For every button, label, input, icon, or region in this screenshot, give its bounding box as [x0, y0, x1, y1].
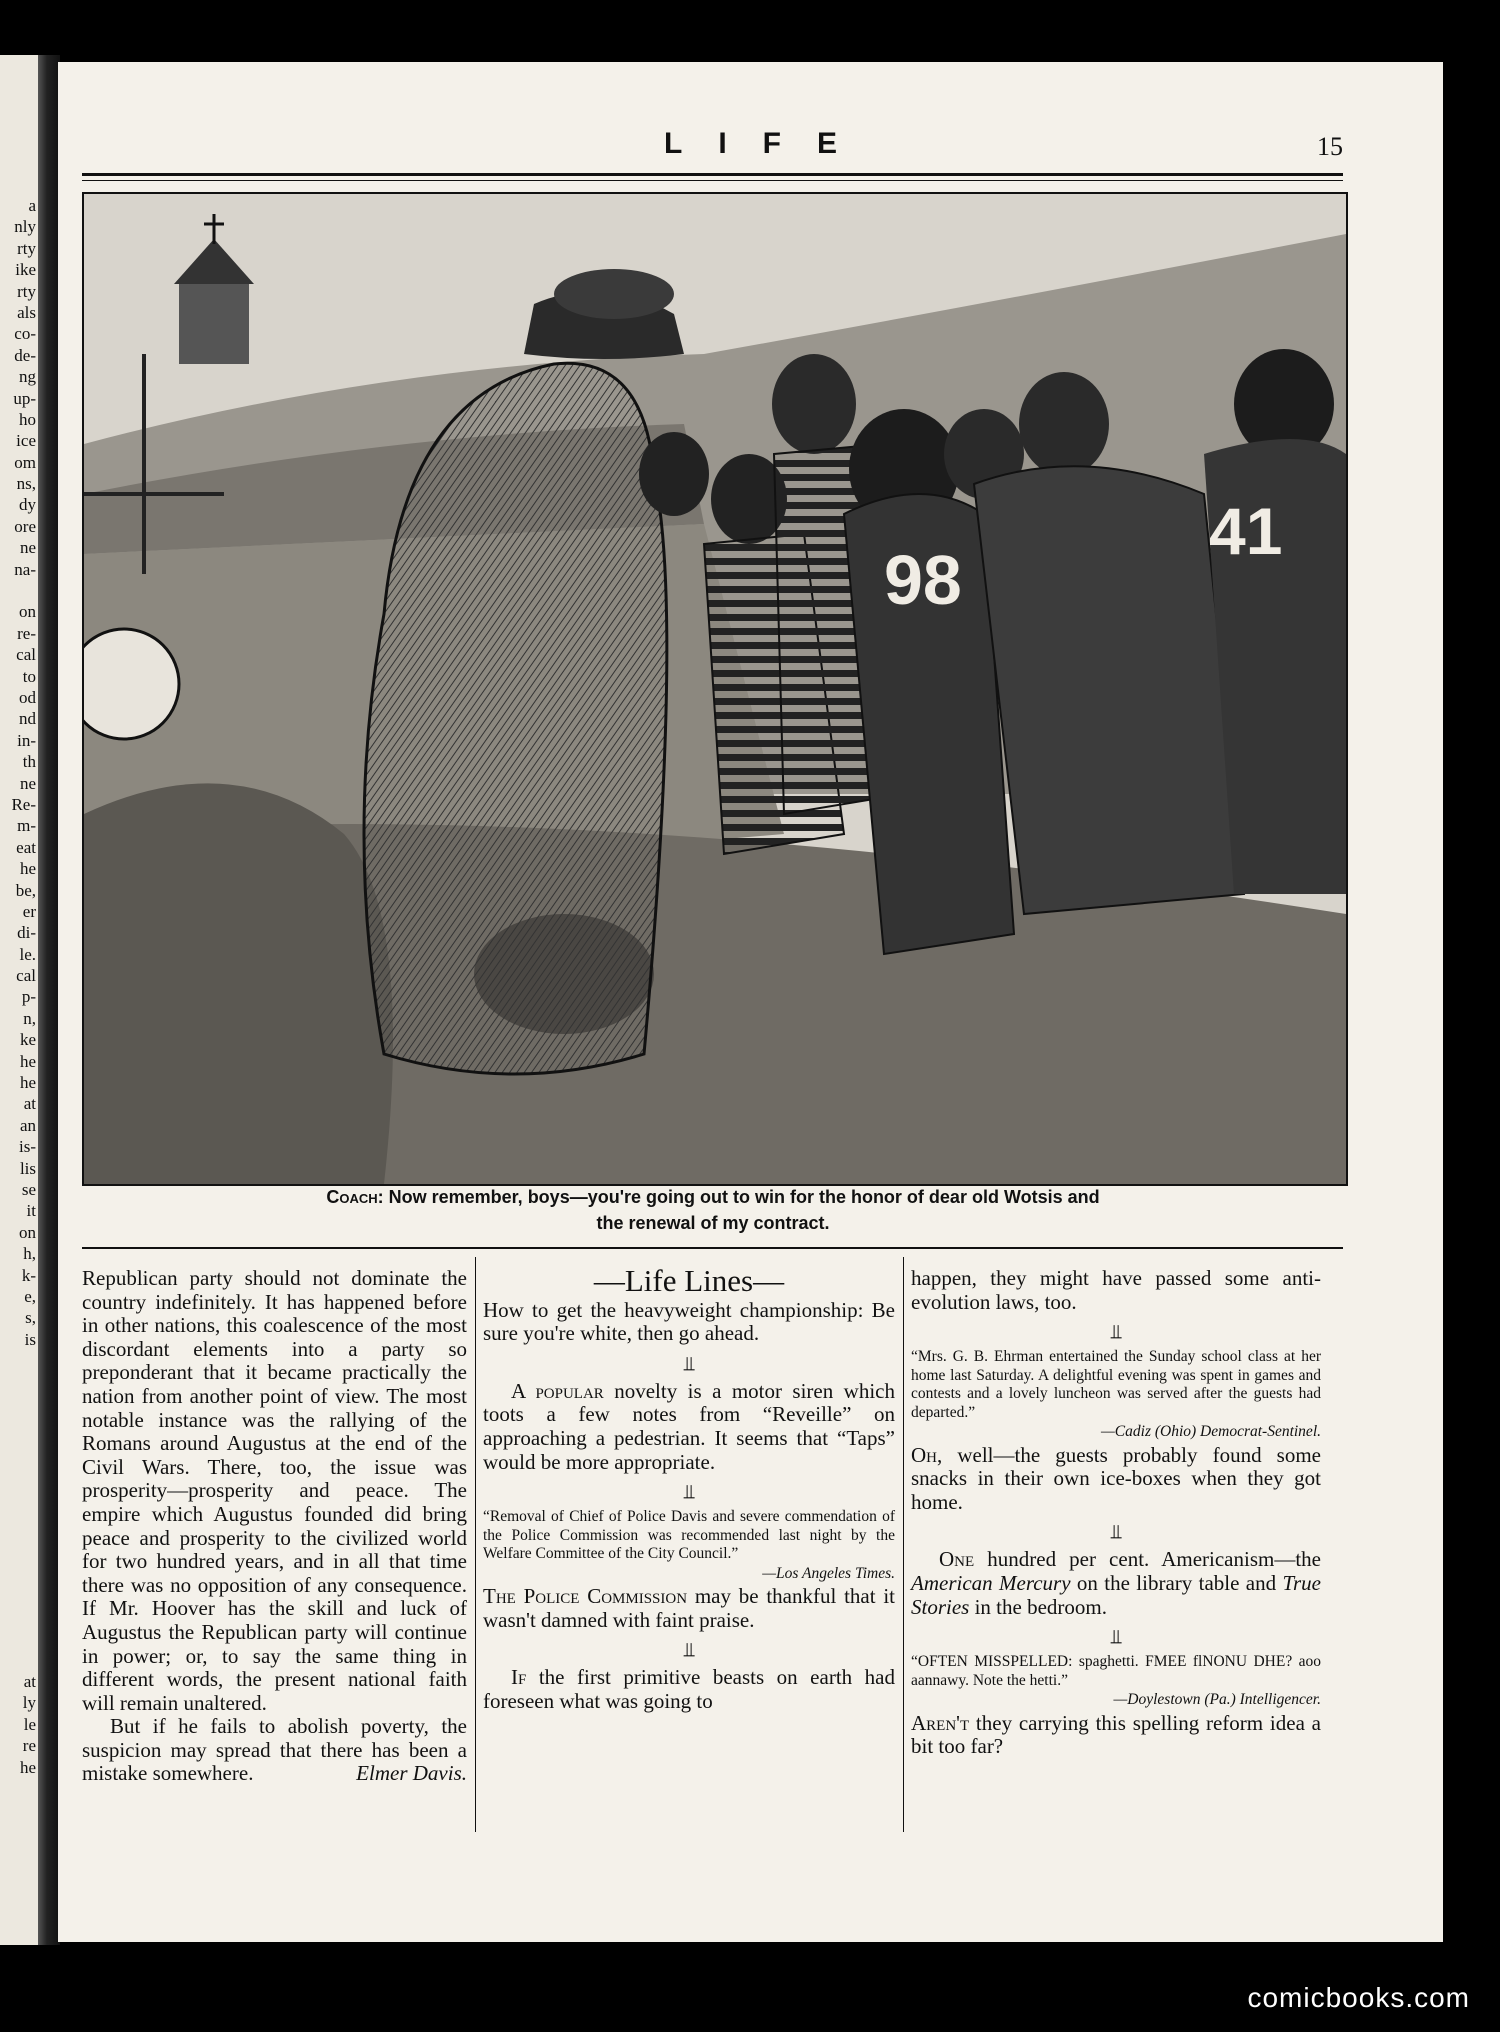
- facing-page-fragment: k-: [21, 1265, 36, 1285]
- facing-page-fragment: [0, 1521, 38, 1542]
- facing-page-fragment: dy: [19, 495, 36, 515]
- site-watermark: comicbooks.com: [1247, 1982, 1470, 2013]
- item-6-text-c: on the library table and: [1070, 1571, 1283, 1596]
- facing-page-fragment: n,: [23, 1008, 36, 1028]
- item-6-magazine-title-2: True Stories: [911, 1571, 1321, 1619]
- item-5-text: well—the guests probably found some snacks in their own ice-boxes when they got home.: [911, 1442, 1321, 1514]
- facing-page-fragment: re: [22, 1736, 36, 1756]
- dingbat-separator: ⫫: [683, 1350, 695, 1375]
- facing-page-fragment: [0, 1414, 38, 1435]
- column-separator-2: [903, 1257, 904, 1832]
- facing-page-fragment: [0, 1371, 38, 1392]
- facing-page-fragment: Re-: [11, 794, 36, 814]
- item-7-lead: Aren't: [911, 1710, 970, 1735]
- quoted-clipping-1: [483, 1508, 895, 1583]
- caption-line-1: : Now remember, boys—you're going out to win for the honor of dear old Wotsis and: [377, 1187, 1100, 1207]
- facing-page-fragment: ore: [14, 516, 36, 536]
- header-rule-thin: [82, 180, 1343, 181]
- facing-page-fragment: als: [17, 302, 36, 322]
- masthead: LIFE: [664, 127, 873, 160]
- life-line-item-4: [483, 1666, 895, 1713]
- facing-page-fragment: [0, 1436, 38, 1457]
- facing-page-fragment: ke: [19, 1030, 36, 1050]
- quoted-clipping-2: [911, 1348, 1321, 1442]
- facing-page-fragment: er: [22, 901, 36, 921]
- facing-page-fragment: om: [14, 452, 36, 472]
- facing-page-fragment: it: [26, 1201, 36, 1221]
- facing-page-fragment: [0, 1500, 38, 1521]
- facing-page-fragment: up-: [13, 388, 36, 408]
- quote-3-text: “OFTEN MISSPELLED: spaghetti. FMEE flNONU DHE? aoo aannawy. Note the hetti.”: [911, 1653, 1321, 1689]
- life-line-item-2: [483, 1380, 895, 1474]
- life-line-item-4-continued: happen, they might have passed some anti-evolution laws, too.: [911, 1266, 1321, 1314]
- facing-page-fragment: [0, 580, 38, 601]
- facing-page-fragment: [0, 1478, 38, 1499]
- quote-1-text: “Removal of Chief of Police Davis and severe commendation of the Police Commission was recommended last night by the Welfare Committee of the City Council.”: [483, 1508, 895, 1563]
- facing-page-fragment: ne: [19, 773, 36, 793]
- facing-page-fragment: an: [19, 1115, 36, 1135]
- life-line-item-6: [911, 1548, 1321, 1619]
- item-6-text-a: hundred per cent. Americanism—the: [974, 1547, 1321, 1572]
- item-4-lead: If: [511, 1665, 527, 1690]
- quote-2-text: “Mrs. G. B. Ehrman entertained the Sunday school class at her home last Saturday. A delightful evening was spent in games and contests and a lovely luncheon was served after the guests had departed.”: [911, 1348, 1321, 1421]
- facing-page-edge: [0, 55, 38, 1945]
- item-3-text: may be thankful that it wasn't damned with faint praise.: [483, 1584, 895, 1632]
- facing-page-fragment: rty: [17, 281, 36, 301]
- facing-page-fragment: co-: [14, 324, 36, 344]
- facing-page-fragment: on: [19, 602, 36, 622]
- facing-page-fragment: ho: [19, 409, 36, 429]
- facing-page-fragment: th: [22, 752, 36, 772]
- facing-page-fragment: [0, 1543, 38, 1564]
- facing-page-fragment: ly: [22, 1693, 36, 1713]
- essay-paragraph-1: Republican party should not dominate the country indefinitely. It has happened before in other nations, this coalescence of the most discordant elements into a party so preponderant that it became practically the nation from another point of view. The most notable instance was the rallying of the Romans around Augustus at the end of the Civil Wars. There, too, the issue was prosperity—prosperity and peace. The empire which Augustus founded did bring peace and prosperity to the civilized world for two hundred years, and in all that time there was no opposition of any consequence. If Mr. Hoover has the skill and luck of Augustus the Republican party will continue in power; or, to say the same thing in different words, the present national faith will remain unaltered.: [82, 1266, 467, 1715]
- facing-page-fragment: in-: [17, 730, 36, 750]
- caption-speaker: Coach: [326, 1187, 378, 1207]
- caption-line-2: the renewal of my contract.: [596, 1213, 830, 1233]
- facing-page-text-fragments: [0, 195, 38, 1778]
- facing-page-fragment: nd: [19, 709, 36, 729]
- facing-page-fragment: on: [19, 1222, 36, 1242]
- dingbat-separator: ⫫: [1110, 1319, 1122, 1344]
- item-6-lead: One: [939, 1547, 975, 1572]
- facing-page-fragment: ice: [16, 431, 36, 451]
- column-3: [911, 1267, 1321, 1759]
- item-5-lead: Oh,: [911, 1442, 943, 1467]
- facing-page-fragment: is-: [19, 1137, 36, 1157]
- cartoon-illustration: [82, 192, 1348, 1186]
- column-separator-1: [475, 1257, 476, 1832]
- facing-page-fragment: re-: [17, 623, 36, 643]
- magazine-page: [58, 62, 1443, 1942]
- facing-page-fragment: he: [19, 1757, 36, 1777]
- quote-2-source: —Cadiz (Ohio) Democrat-Sentinel.: [1101, 1423, 1321, 1441]
- facing-page-fragment: e,: [24, 1286, 36, 1306]
- facing-page-fragment: le.: [19, 944, 36, 964]
- quote-1-source: —Los Angeles Times.: [762, 1564, 895, 1582]
- facing-page-fragment: rty: [17, 238, 36, 258]
- item-7-text: they carrying this spelling reform idea a bit too far?: [911, 1710, 1321, 1759]
- facing-page-fragment: at: [23, 1094, 36, 1114]
- life-line-item-5: [911, 1444, 1321, 1515]
- facing-page-fragment: m-: [17, 816, 36, 836]
- facing-page-fragment: ng: [19, 367, 36, 387]
- facing-page-fragment: to: [22, 666, 36, 686]
- dingbat-separator: ⫫: [683, 1637, 695, 1662]
- jersey-number-98: 98: [884, 541, 962, 619]
- book-gutter: [38, 55, 60, 1945]
- header-rule: [82, 173, 1343, 176]
- facing-page-fragment: ns,: [16, 474, 36, 494]
- life-lines-heading: —Life Lines—: [593, 1263, 785, 1298]
- facing-page-fragment: cal: [16, 966, 36, 986]
- facing-page-fragment: at: [23, 1671, 36, 1691]
- facing-page-fragment: [0, 1650, 38, 1671]
- item-6-magazine-title-1: American Mercury: [911, 1571, 1071, 1596]
- facing-page-fragment: [0, 1607, 38, 1628]
- page-number: 15: [1317, 132, 1343, 161]
- facing-page-fragment: ne: [19, 538, 36, 558]
- caption-rule: [82, 1247, 1343, 1249]
- facing-page-fragment: he: [19, 1051, 36, 1071]
- facing-page-fragment: he: [19, 1073, 36, 1093]
- facing-page-fragment: p-: [21, 987, 36, 1007]
- facing-page-fragment: be,: [15, 880, 36, 900]
- essay-paragraph-2-text: But if he fails to abolish poverty, the suspicion may spread that there has been a mistake somewhere.: [82, 1714, 467, 1786]
- facing-page-fragment: [0, 1564, 38, 1585]
- item-6-text-e: in the bedroom.: [969, 1594, 1107, 1619]
- jersey-number-41: 41: [1209, 494, 1283, 568]
- life-line-item-1: How to get the heavyweight championship: Be sure you're white, then go ahead.: [483, 1297, 895, 1346]
- facing-page-fragment: a: [28, 196, 36, 215]
- cartoon-drawing: [84, 194, 1346, 1184]
- column-1: [82, 1267, 467, 1786]
- life-line-item-7: [911, 1712, 1321, 1759]
- facing-page-fragment: lis: [19, 1158, 36, 1178]
- facing-page-fragment: le: [23, 1714, 36, 1734]
- facing-page-fragment: se: [21, 1179, 36, 1199]
- cartoon-caption: [82, 1184, 1344, 1236]
- facing-page-fragment: od: [19, 687, 36, 707]
- facing-page-fragment: h,: [23, 1244, 36, 1264]
- quote-3-source: —Doylestown (Pa.) Intelligencer.: [1113, 1691, 1321, 1709]
- essay-paragraph-2: [82, 1715, 467, 1786]
- facing-page-fragment: cal: [16, 645, 36, 665]
- item-2-text: novelty is a motor siren which toots a few notes from “Reveille” on approaching a pedestrian. It seems that “Taps” would be more appropriate.: [483, 1378, 896, 1474]
- item-3-lead: The Police Commission: [483, 1584, 688, 1609]
- facing-page-fragment: [0, 1350, 38, 1371]
- facing-page-fragment: [0, 1585, 38, 1606]
- facing-page-fragment: de-: [14, 345, 36, 365]
- quoted-clipping-3: [911, 1653, 1321, 1710]
- dingbat-separator: ⫫: [683, 1479, 695, 1504]
- column-2: [483, 1263, 896, 1714]
- facing-page-fragment: he: [19, 859, 36, 879]
- item-2-lead: A popular: [511, 1378, 604, 1403]
- facing-page-fragment: nly: [14, 217, 36, 237]
- dingbat-separator: ⫫: [1110, 1624, 1122, 1649]
- facing-page-fragment: [0, 1628, 38, 1649]
- dingbat-separator: ⫫: [1110, 1519, 1122, 1544]
- life-line-item-3: [483, 1585, 895, 1632]
- facing-page-fragment: [0, 1393, 38, 1414]
- item-4-text: the first primitive beasts on earth had foreseen what was going to: [483, 1665, 895, 1713]
- facing-page-fragment: na-: [14, 559, 36, 579]
- facing-page-fragment: ike: [15, 260, 36, 280]
- facing-page-fragment: eat: [16, 837, 36, 857]
- facing-page-fragment: is: [24, 1329, 36, 1349]
- facing-page-fragment: s,: [25, 1308, 36, 1328]
- facing-page-fragment: di-: [17, 923, 36, 943]
- facing-page-fragment: [0, 1457, 38, 1478]
- author-signature: Elmer Davis.: [356, 1761, 467, 1786]
